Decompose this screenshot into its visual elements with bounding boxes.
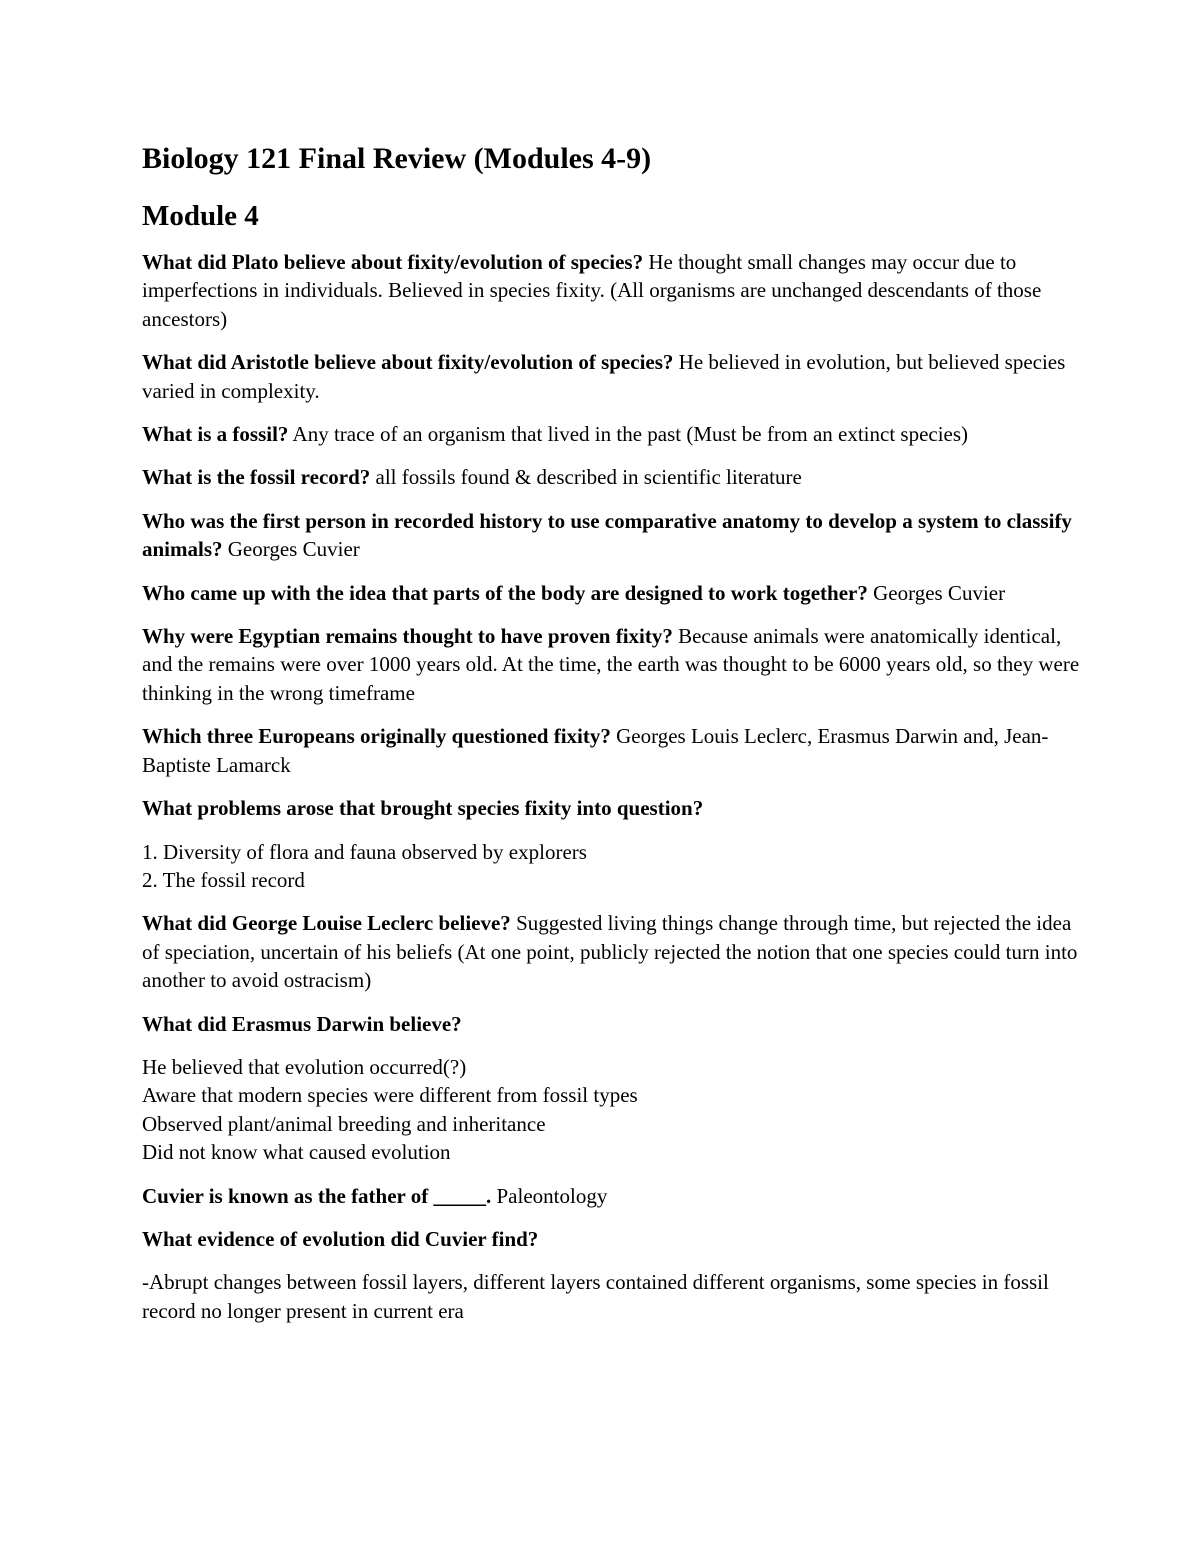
list-item: Did not know what caused evolution (142, 1140, 451, 1165)
question-text: What evidence of evolution did Cuvier find? (142, 1226, 539, 1251)
question-text: Cuvier is known as the father of _____. (142, 1183, 492, 1208)
question-text: What did Erasmus Darwin believe? (142, 1011, 462, 1036)
list-item: Aware that modern species were different from fossil types (142, 1083, 638, 1108)
qa-item (142, 463, 1082, 491)
qa-item (142, 348, 1082, 405)
qa-item (142, 909, 1082, 994)
question-text: Who came up with the idea that parts of the body are designed to work together? (142, 580, 868, 605)
question-text: What is a fossil? (142, 422, 289, 447)
answer-text: Paleontology (496, 1183, 608, 1208)
module-heading: Module 4 (142, 200, 259, 232)
question-text: Who was the first person in recorded history to use comparative anatomy to develop a system to classify animals? (142, 508, 1072, 562)
qa-item (142, 248, 1082, 333)
question-text: Which three Europeans originally questioned fixity? (142, 724, 611, 749)
document-title: Biology 121 Final Review (Modules 4-9) (142, 142, 652, 175)
cuvier-evidence-answer: -Abrupt changes between fossil layers, different layers contained different organisms, some species in fossil record no longer present in current era (142, 1270, 1049, 1323)
question-text: What problems arose that brought species fixity into question? (142, 796, 704, 821)
question-text: What is the fossil record? (142, 465, 371, 490)
answer-text: Any trace of an organism that lived in the past (Must be from an extinct species) (292, 422, 969, 447)
answer-text: He thought small changes may occur due to imperfections in individuals. Believed in species fixity. (All organisms are unchanged descendants of those ancestors) (142, 250, 1042, 331)
qa-item (142, 1010, 1082, 1038)
list-item: 1. Diversity of flora and fauna observed by explorers (142, 839, 587, 864)
problems-list (142, 838, 1082, 895)
qa-item (142, 1225, 1082, 1253)
list-item: Observed plant/animal breeding and inheritance (142, 1111, 546, 1136)
answer-text: He believed in evolution, but believed species varied in complexity. (142, 350, 1066, 403)
question-text: Why were Egyptian remains thought to have proven fixity? (142, 624, 673, 649)
answer-text: Because animals were anatomically identical, and the remains were over 1000 years old. At the time, the earth was thought to be 6000 years old, so they were thinking in the wrong timeframe (142, 624, 1080, 705)
erasmus-darwin-list (142, 1053, 1082, 1167)
list-item: He believed that evolution occurred(?) (142, 1054, 467, 1079)
question-text: What did Plato believe about fixity/evolution of species? (142, 250, 644, 274)
qa-item (142, 579, 1082, 607)
qa-item (142, 622, 1082, 707)
qa-item (142, 1182, 1082, 1210)
answer-text: all fossils found & described in scientific literature (375, 465, 802, 490)
qa-item (142, 507, 1082, 564)
answer-text: Georges Cuvier (227, 537, 360, 562)
qa-item (142, 794, 1082, 822)
qa-item (142, 722, 1082, 779)
list-item: 2. The fossil record (142, 867, 305, 892)
question-text: What did George Louise Leclerc believe? (142, 911, 511, 936)
qa-item (142, 420, 1082, 448)
answer-text: Georges Cuvier (873, 580, 1006, 605)
answer-text: Suggested living things change through time, but rejected the idea of speciation, uncertain of his beliefs (At one point, publicly rejected the notion that one species could turn into another to avoid ostracism) (142, 911, 1078, 993)
answer-text: Georges Louis Leclerc, Erasmus Darwin and, Jean-Baptiste Lamarck (142, 724, 1049, 777)
document-content (142, 136, 1082, 1340)
question-text: What did Aristotle believe about fixity/evolution of species? (142, 350, 674, 375)
